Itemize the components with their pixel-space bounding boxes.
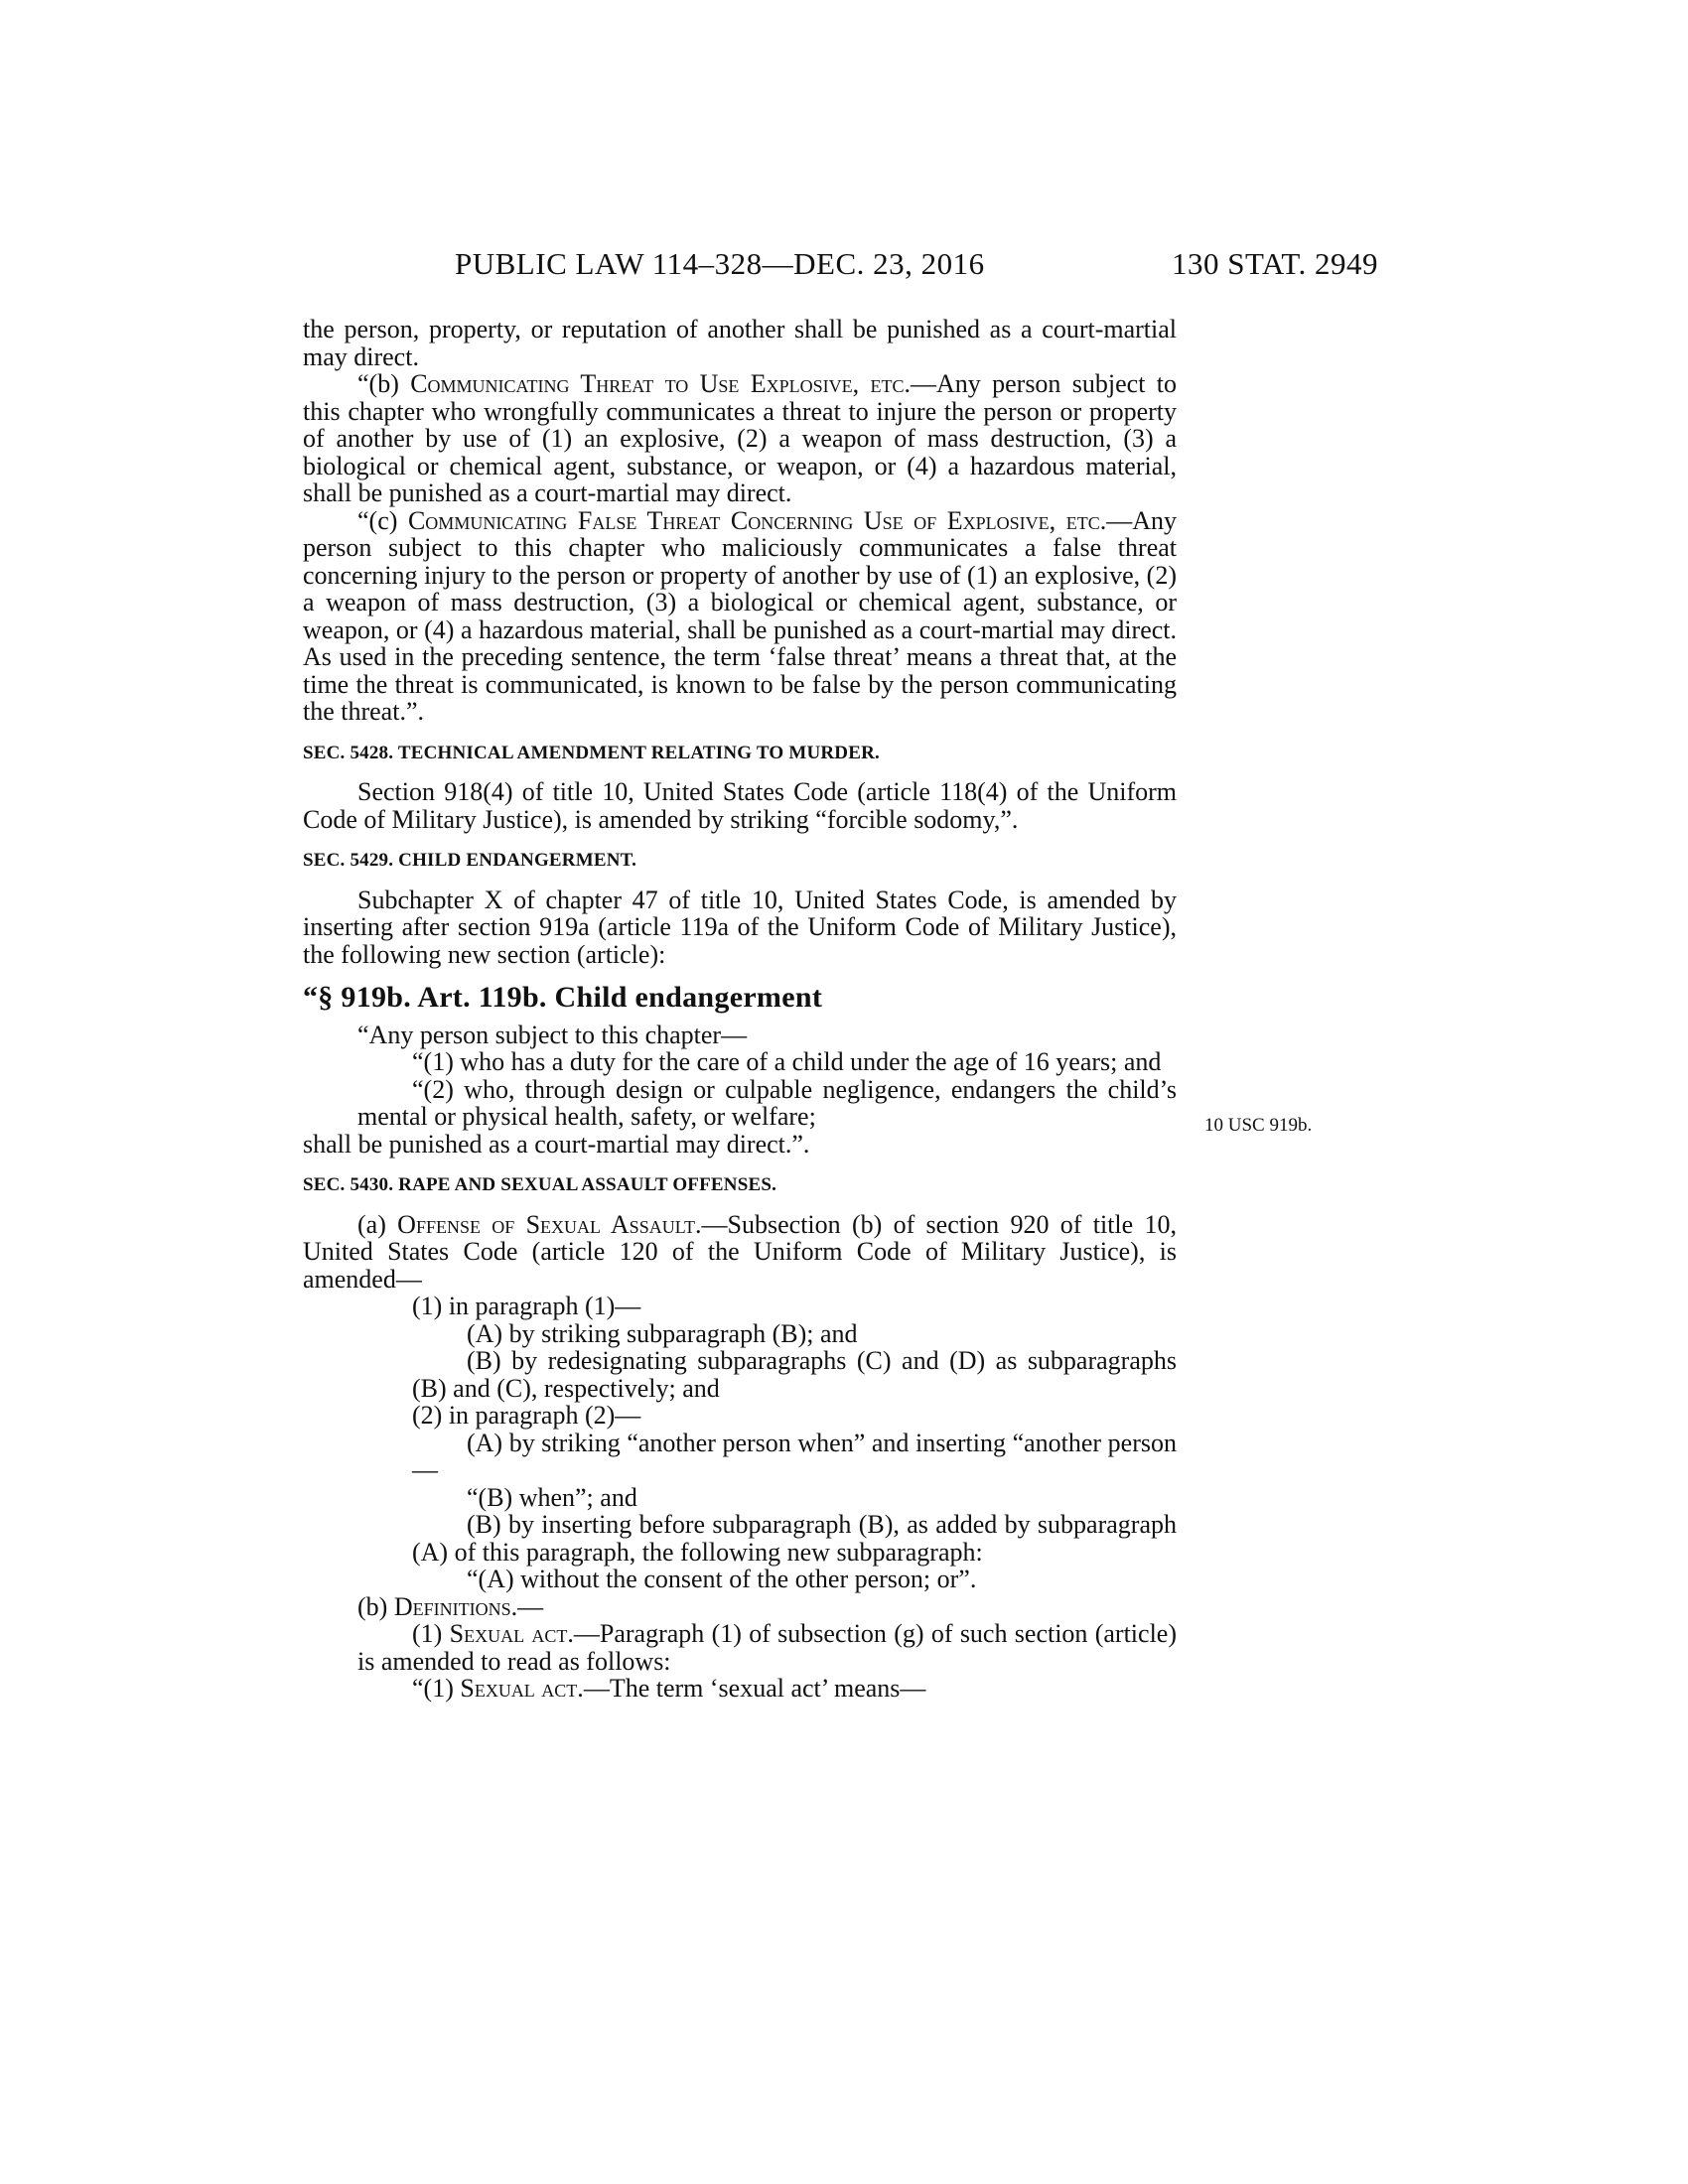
document-body (303, 316, 1177, 1703)
subparagraph-a2A: (A) by striking “another person when” and inserting “another person— (412, 1428, 1177, 1484)
subsection-marker: (a) (357, 1209, 398, 1239)
clause-intro: “Any person subject to this chapter— (357, 1020, 748, 1049)
subsection-marker: “(c) (357, 505, 408, 535)
paragraph-marker: (1) (412, 1619, 450, 1648)
quoted-paragraph-b1 (303, 1675, 1177, 1703)
paragraph-a1: (1) in paragraph (1)— (412, 1292, 641, 1320)
paragraph-text: —Paragraph (1) of subsection (g) of such section (article) is amended to read as follows: (357, 1619, 1177, 1676)
subsection-text: —Subsection (b) of section 920 of title 10, United States Code (article 120 of the Uniform Code of Military Justice), is amended— (303, 1209, 1177, 1294)
paragraph-subsection-b (303, 370, 1177, 507)
quoted-text-a2B: “(A) without the consent of the other person; or”. (467, 1565, 977, 1593)
paragraph-continuation: the person, property, or reputation of another shall be punished as a court-martial may direct. (303, 315, 1177, 371)
subsection-marker: “(b) (357, 369, 411, 398)
subparagraph-a1B: (B) by redesignating subparagraphs (C) and (D) as subparagraphs (B) and (C), respectively; and (412, 1346, 1177, 1403)
subsection-heading: Definitions. (393, 1591, 518, 1621)
page-header (455, 246, 1378, 286)
section-text-5428: Section 918(4) of title 10, United States Code (article 118(4) of the Uniform Code of Military Justice), is amended by striking “forcible sodomy,”. (303, 777, 1177, 834)
paragraph-heading: Sexual act. (449, 1619, 574, 1648)
inserted-section-heading: “§ 919b. Art. 119b. Child endangerment (303, 981, 823, 1014)
section-heading-5429: SEC. 5429. CHILD ENDANGERMENT. (303, 850, 637, 871)
statute-page-number: 130 STAT. 2949 (1171, 246, 1378, 281)
margin-citation: 10 USC 919b. (1204, 1115, 1313, 1136)
subparagraph-a1A: (A) by striking subparagraph (B); and (467, 1318, 858, 1348)
subsection-heading: Offense of Sexual Assault. (397, 1209, 702, 1239)
paragraph-marker: “(1) (412, 1674, 461, 1703)
subsection-heading: Communicating Threat to Use Explosive, etc. (410, 369, 911, 398)
paragraph-subsection-c (303, 507, 1177, 726)
quoted-text-a2A: “(B) when”; and (467, 1482, 637, 1512)
subsection-text: —Any person subject to this chapter who maliciously communicates a false threat concerning injury to the person or property of another by use of (1) an explosive, (2) a weapon of mass destruction, (3) a biological or chemical agent, substance, or weapon, or (4) a hazardous material, shall be punished as a court-martial may direct. As used in the preceding sentence, the term ‘false threat’ means a threat that, at the time the threat is communicated, is known to be false by the person communicating the threat.”. (303, 505, 1177, 726)
paragraph-text: —The term ‘sexual act’ means— (583, 1674, 926, 1703)
subsection-marker: (b) (357, 1591, 394, 1621)
subsection-a (303, 1211, 1177, 1294)
subsection-heading: Communicating False Threat Concerning Use of Explosive, etc. (407, 505, 1107, 535)
subparagraph-a2B: (B) by inserting before subparagraph (B), as added by subparagraph (A) of this paragraph, the following new subparagraph: (412, 1510, 1177, 1567)
paragraph-a2: (2) in paragraph (2)— (412, 1401, 641, 1430)
paragraph-b1 (303, 1620, 1177, 1675)
subsection-text: —Any person subject to this chapter who wrongfully communicates a threat to injure the person or property of another by use of (1) an explosive, (2) a weapon of mass destruction, (3) a biological or chemical agent, substance, or weapon, or (4) a hazardous material, shall be punished as a court-martial may direct. (303, 369, 1177, 507)
paragraph-heading: Sexual act. (460, 1674, 584, 1703)
clause-1: “(1) who has a duty for the care of a child under the age of 16 years; and (412, 1047, 1162, 1076)
public-law-citation: PUBLIC LAW 114–328—DEC. 23, 2016 (455, 246, 985, 281)
section-heading-5428: SEC. 5428. TECHNICAL AMENDMENT RELATING TO MURDER. (303, 742, 880, 763)
section-heading-5430: SEC. 5430. RAPE AND SEXUAL ASSAULT OFFENSES. (303, 1174, 777, 1195)
clause-closing: shall be punished as a court-martial may direct.”. (303, 1129, 810, 1159)
section-text-5429: Subchapter X of chapter 47 of title 10, United States Code, is amended by inserting after section 919a (article 119a of the Uniform Code of Military Justice), the following new section (article): (303, 885, 1177, 969)
subsection-b-definitions (303, 1593, 1177, 1621)
subsection-dash: — (517, 1591, 544, 1621)
clause-2: “(2) who, through design or culpable negligence, endangers the child’s mental or physical health, safety, or welfare; (357, 1074, 1177, 1131)
